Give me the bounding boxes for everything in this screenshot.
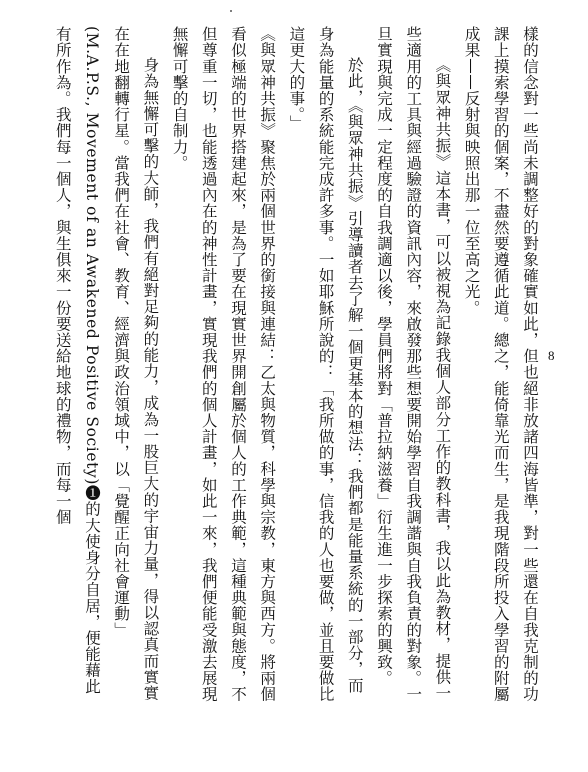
paragraph-continued: 樣的信念對一些尚未調整好的對象確實如此，但也絕非放諸四海皆準，對一些還在自我克制的功課上摸索學習的個案，不盡然要遵循此道。總之，能倚靠光而生，是我現階段所投入學習的附屬成果——反射與映照出那一位至高之光。 [462, 26, 539, 703]
vertical-text-body [34, 26, 544, 706]
paragraph: 《與眾神共振》這本書，可以被視為記錄我個人部分工作的教科書，我以此為教材，提供一些適用的工具與經過驗證的資訊內容，來啟發那些想要開始學習自我調諧與自我負責的對象。一旦實現與完成一定程度的自我調適以後，學員們將對「普拉納滋養」衍生進一步探索的興致。 [374, 26, 452, 703]
paragraph: 於此，《與眾神共振》引導讀者去了解一個更基本的想法：我們都是能量系統的一部分，而身為能量的系統能完成許多事。一如耶穌所說的：「我所做的事，信我的人也要做，並且要做比這更大的事。」 [287, 26, 364, 703]
paragraph: 身為無懈可擊的大師，我們有絕對足夠的能力，成為一股巨大的宇宙力量，得以認真而實實在在地翻轉行星。當我們在社會、教育、經濟與政治領域中，以「覺醒正向社會運動」(M.A.P.S., Movement of an Awakened Positive Society)❶的大使身分自居，便能藉此有所作為。我們每一個人，與生俱來一份要送給地球的禮物，而每一個 [53, 26, 160, 701]
paragraph: 《與眾神共振》聚焦於兩個世界的銜接與連結：乙太與物質，科學與宗教，東方與西方。將兩個看似極端的世界搭建起來，是為了要在現實世界開創屬於個人的工作典範，這種典範與態度，不但尊重一切，也能透過內在的神性計畫，實現我們的個人計畫，如此一來，我們便能受激去展現無懈可擊的自制力。 [170, 26, 277, 703]
page-speck [230, 10, 232, 12]
page-number: 8 [548, 348, 555, 363]
